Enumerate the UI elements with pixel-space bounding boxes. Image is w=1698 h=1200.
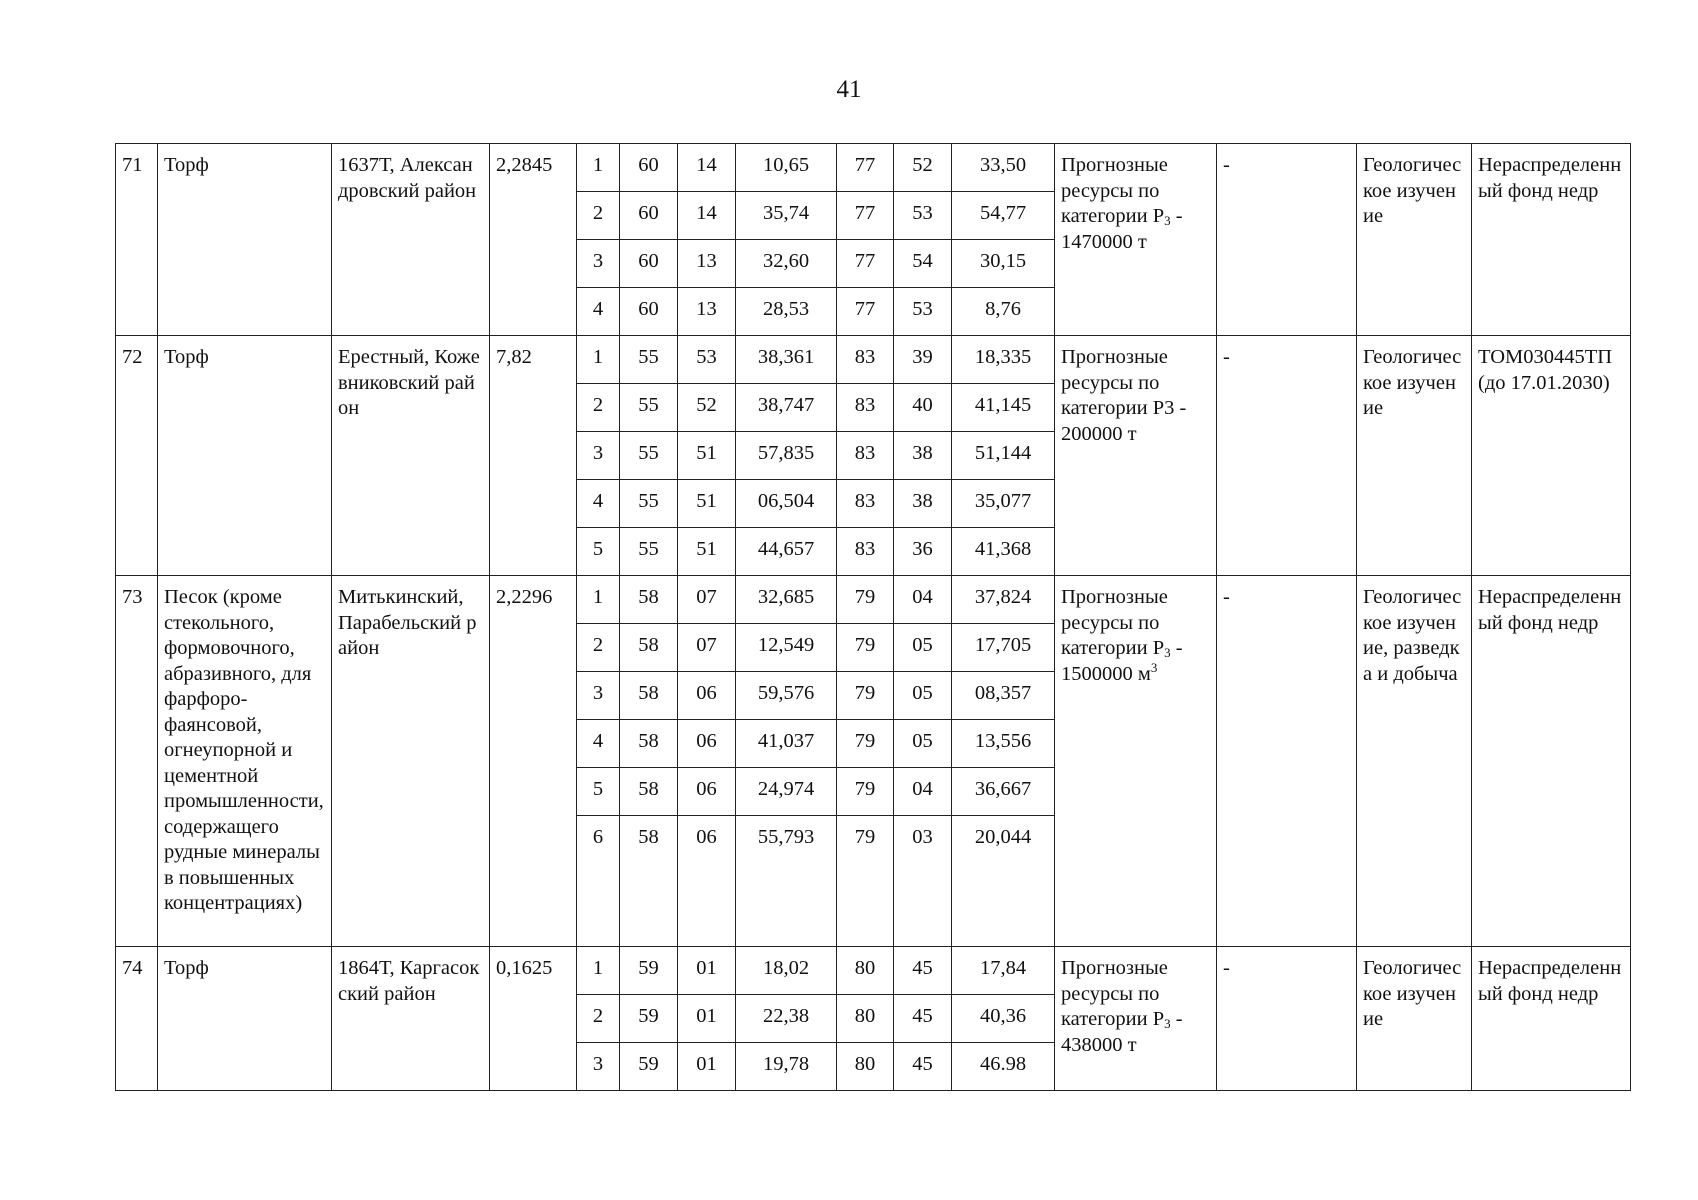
point-number: 3: [577, 240, 620, 288]
mineral-type: Торф: [158, 947, 332, 1091]
longitude-minutes: 05: [894, 720, 952, 768]
empty-dash: -: [1217, 576, 1357, 947]
longitude-minutes: 03: [894, 816, 952, 947]
longitude-degrees: 83: [837, 336, 894, 384]
latitude-seconds: 06,504: [736, 480, 837, 528]
resources-estimate: [1055, 336, 1217, 576]
entry-number: 73: [116, 576, 158, 947]
table-body: [116, 144, 1631, 1091]
point-number: 1: [577, 576, 620, 624]
resources-unit-superscript: 3: [1150, 659, 1158, 675]
latitude-degrees: 55: [620, 336, 678, 384]
latitude-seconds: 38,747: [736, 384, 837, 432]
latitude-minutes: 06: [678, 816, 736, 947]
page-number: 41: [836, 76, 862, 103]
longitude-seconds: 36,667: [952, 768, 1055, 816]
latitude-seconds: 41,037: [736, 720, 837, 768]
longitude-degrees: 79: [837, 720, 894, 768]
license-status: Нераспределенный фонд недр: [1472, 576, 1631, 947]
area-value: 7,82: [490, 336, 577, 576]
longitude-degrees: 79: [837, 768, 894, 816]
latitude-seconds: 12,549: [736, 624, 837, 672]
empty-dash: -: [1217, 947, 1357, 1091]
point-number: 2: [577, 192, 620, 240]
longitude-seconds: 40,36: [952, 995, 1055, 1043]
latitude-degrees: 55: [620, 528, 678, 576]
longitude-degrees: 83: [837, 528, 894, 576]
longitude-minutes: 45: [894, 947, 952, 995]
latitude-minutes: 13: [678, 288, 736, 336]
latitude-degrees: 55: [620, 384, 678, 432]
resources-amount: - 438000 т: [1061, 1008, 1183, 1056]
longitude-minutes: 54: [894, 240, 952, 288]
latitude-seconds: 32,685: [736, 576, 837, 624]
longitude-seconds: 20,044: [952, 816, 1055, 947]
latitude-degrees: 58: [620, 816, 678, 947]
longitude-minutes: 05: [894, 624, 952, 672]
longitude-seconds: 46.98: [952, 1043, 1055, 1091]
longitude-degrees: 79: [837, 816, 894, 947]
longitude-seconds: 18,335: [952, 336, 1055, 384]
latitude-degrees: 60: [620, 288, 678, 336]
resources-amount: - 1470000 т: [1061, 205, 1183, 253]
mineral-type: Торф: [158, 144, 332, 336]
longitude-degrees: 77: [837, 288, 894, 336]
latitude-degrees: 58: [620, 624, 678, 672]
latitude-degrees: 60: [620, 144, 678, 192]
longitude-seconds: 08,357: [952, 672, 1055, 720]
longitude-degrees: 77: [837, 144, 894, 192]
longitude-minutes: 40: [894, 384, 952, 432]
latitude-degrees: 58: [620, 720, 678, 768]
license-status: Нераспределенный фонд недр: [1472, 947, 1631, 1091]
longitude-degrees: 79: [837, 576, 894, 624]
table-row: [116, 947, 1631, 995]
longitude-minutes: 39: [894, 336, 952, 384]
resources-category-subscript: 3: [1164, 645, 1171, 660]
resources-text: Прогнозные ресурсы по категории Р: [1061, 957, 1168, 1030]
site-location: 1637Т, Александровский район: [332, 144, 490, 336]
longitude-minutes: 52: [894, 144, 952, 192]
point-number: 2: [577, 384, 620, 432]
longitude-seconds: 54,77: [952, 192, 1055, 240]
longitude-seconds: 17,84: [952, 947, 1055, 995]
latitude-degrees: 58: [620, 768, 678, 816]
mineral-type: Торф: [158, 336, 332, 576]
point-number: 5: [577, 768, 620, 816]
resources-amount: - 1500000 м: [1061, 637, 1183, 685]
area-value: 0,1625: [490, 947, 577, 1091]
latitude-minutes: 01: [678, 947, 736, 995]
latitude-seconds: 38,361: [736, 336, 837, 384]
point-number: 2: [577, 624, 620, 672]
usage-purpose: Геологическое изучение: [1357, 947, 1472, 1091]
longitude-degrees: 80: [837, 1043, 894, 1091]
site-location: 1864Т, Каргасокский район: [332, 947, 490, 1091]
point-number: 1: [577, 144, 620, 192]
site-location: Ерестный, Кожевниковский район: [332, 336, 490, 576]
resources-text: Прогнозные ресурсы по категории Р: [1061, 154, 1168, 227]
longitude-minutes: 45: [894, 995, 952, 1043]
latitude-minutes: 06: [678, 672, 736, 720]
longitude-seconds: 17,705: [952, 624, 1055, 672]
table-row: [116, 336, 1631, 384]
longitude-seconds: 13,556: [952, 720, 1055, 768]
license-status: Нераспределенный фонд недр: [1472, 144, 1631, 336]
latitude-minutes: 14: [678, 144, 736, 192]
latitude-seconds: 22,38: [736, 995, 837, 1043]
latitude-seconds: 44,657: [736, 528, 837, 576]
longitude-seconds: 8,76: [952, 288, 1055, 336]
latitude-seconds: 57,835: [736, 432, 837, 480]
longitude-seconds: 35,077: [952, 480, 1055, 528]
longitude-degrees: 79: [837, 672, 894, 720]
longitude-minutes: 53: [894, 288, 952, 336]
resources-text: Прогнозные ресурсы по категории Р3 - 200000 т: [1061, 346, 1187, 445]
latitude-seconds: 19,78: [736, 1043, 837, 1091]
longitude-degrees: 77: [837, 192, 894, 240]
longitude-minutes: 36: [894, 528, 952, 576]
area-value: 2,2845: [490, 144, 577, 336]
resources-text: Прогнозные ресурсы по категории Р: [1061, 586, 1168, 659]
longitude-minutes: 45: [894, 1043, 952, 1091]
longitude-seconds: 51,144: [952, 432, 1055, 480]
latitude-minutes: 07: [678, 624, 736, 672]
latitude-seconds: 32,60: [736, 240, 837, 288]
latitude-seconds: 24,974: [736, 768, 837, 816]
latitude-degrees: 59: [620, 947, 678, 995]
latitude-minutes: 06: [678, 720, 736, 768]
mineral-type: Песок (кроме стекольного, формовочного, абразивного, для фарфоро-фаянсовой, огнеупорной и цементной промышленности, содержащего рудные минералы в повышенных концентрациях): [158, 576, 332, 947]
entry-number: 71: [116, 144, 158, 336]
point-number: 6: [577, 816, 620, 947]
latitude-minutes: 14: [678, 192, 736, 240]
longitude-seconds: 37,824: [952, 576, 1055, 624]
latitude-seconds: 10,65: [736, 144, 837, 192]
latitude-minutes: 51: [678, 528, 736, 576]
latitude-seconds: 59,576: [736, 672, 837, 720]
point-number: 4: [577, 480, 620, 528]
latitude-degrees: 59: [620, 995, 678, 1043]
latitude-minutes: 51: [678, 480, 736, 528]
latitude-degrees: 55: [620, 480, 678, 528]
latitude-degrees: 58: [620, 672, 678, 720]
latitude-minutes: 53: [678, 336, 736, 384]
longitude-minutes: 38: [894, 432, 952, 480]
longitude-minutes: 38: [894, 480, 952, 528]
latitude-degrees: 55: [620, 432, 678, 480]
longitude-minutes: 05: [894, 672, 952, 720]
point-number: 3: [577, 1043, 620, 1091]
resources-estimate: [1055, 576, 1217, 947]
resources-estimate: [1055, 144, 1217, 336]
point-number: 4: [577, 720, 620, 768]
area-value: 2,2296: [490, 576, 577, 947]
latitude-minutes: 01: [678, 995, 736, 1043]
resources-category-subscript: 3: [1164, 213, 1171, 228]
point-number: 1: [577, 947, 620, 995]
longitude-minutes: 53: [894, 192, 952, 240]
latitude-seconds: 28,53: [736, 288, 837, 336]
longitude-seconds: 41,145: [952, 384, 1055, 432]
latitude-seconds: 55,793: [736, 816, 837, 947]
latitude-minutes: 52: [678, 384, 736, 432]
usage-purpose: Геологическое изучение, разведка и добыча: [1357, 576, 1472, 947]
longitude-minutes: 04: [894, 768, 952, 816]
empty-dash: -: [1217, 144, 1357, 336]
longitude-seconds: 33,50: [952, 144, 1055, 192]
longitude-seconds: 30,15: [952, 240, 1055, 288]
longitude-degrees: 80: [837, 995, 894, 1043]
latitude-degrees: 58: [620, 576, 678, 624]
longitude-degrees: 83: [837, 432, 894, 480]
latitude-minutes: 06: [678, 768, 736, 816]
resources-category-subscript: 3: [1164, 1016, 1171, 1031]
latitude-minutes: 51: [678, 432, 736, 480]
point-number: 1: [577, 336, 620, 384]
longitude-degrees: 83: [837, 480, 894, 528]
latitude-seconds: 35,74: [736, 192, 837, 240]
longitude-degrees: 80: [837, 947, 894, 995]
longitude-degrees: 77: [837, 240, 894, 288]
subsoil-registry-table: [115, 143, 1631, 1091]
latitude-degrees: 60: [620, 240, 678, 288]
latitude-degrees: 59: [620, 1043, 678, 1091]
longitude-degrees: 79: [837, 624, 894, 672]
table-row: [116, 576, 1631, 624]
longitude-degrees: 83: [837, 384, 894, 432]
usage-purpose: Геологическое изучение: [1357, 144, 1472, 336]
latitude-seconds: 18,02: [736, 947, 837, 995]
site-location: Митькинский, Парабельский район: [332, 576, 490, 947]
point-number: 3: [577, 672, 620, 720]
longitude-seconds: 41,368: [952, 528, 1055, 576]
longitude-minutes: 04: [894, 576, 952, 624]
usage-purpose: Геологическое изучение: [1357, 336, 1472, 576]
latitude-minutes: 07: [678, 576, 736, 624]
point-number: 5: [577, 528, 620, 576]
latitude-minutes: 01: [678, 1043, 736, 1091]
point-number: 2: [577, 995, 620, 1043]
point-number: 3: [577, 432, 620, 480]
entry-number: 74: [116, 947, 158, 1091]
latitude-degrees: 60: [620, 192, 678, 240]
empty-dash: -: [1217, 336, 1357, 576]
latitude-minutes: 13: [678, 240, 736, 288]
license-status: ТОМ030445ТП (до 17.01.2030): [1472, 336, 1631, 576]
point-number: 4: [577, 288, 620, 336]
table-row: [116, 144, 1631, 192]
entry-number: 72: [116, 336, 158, 576]
resources-estimate: [1055, 947, 1217, 1091]
